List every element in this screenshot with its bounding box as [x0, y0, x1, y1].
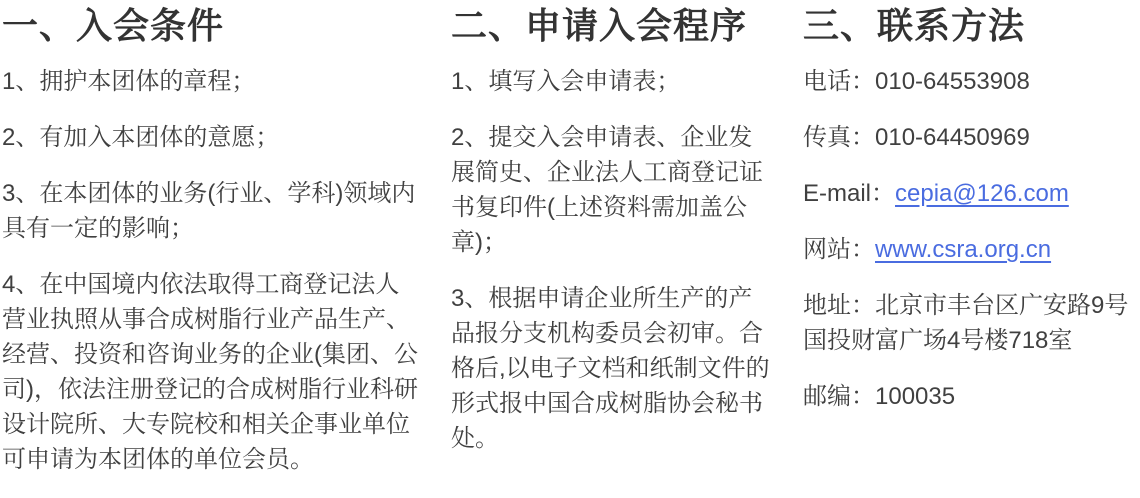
address-label: 地址： [803, 292, 875, 319]
contact-row-postcode [803, 379, 1135, 414]
application-procedure-step-1: 1、填写入会申请表； [451, 68, 681, 95]
address-value: 北京市丰台区广安路9号国投财富广场4号楼718室 [803, 292, 1129, 354]
postcode-value: 100035 [875, 383, 956, 410]
membership-condition-item-2: 2、有加入本团体的意愿； [2, 124, 280, 151]
section-membership-conditions [2, 3, 422, 498]
contact-row-website [803, 232, 1135, 267]
fax-value: 010-64450969 [875, 124, 1030, 151]
section-application-procedure [451, 3, 774, 498]
email-label: E-mail： [803, 180, 896, 207]
contact-row-email [803, 176, 1135, 211]
contact-row-address [803, 288, 1135, 358]
contact-row-fax [803, 120, 1135, 155]
website-link[interactable]: www.csra.org.cn [875, 236, 1052, 263]
membership-condition-item-4: 4、在中国境内依法取得工商登记法人营业执照从事合成树脂行业产品生产、经营、投资和咨询业务的企业(集团、公司)，依法注册登记的合成树脂行业科研设计院所、大专院校和相关企事业单位可申请为本团体的单位会员。 [2, 271, 418, 473]
application-procedure-step-3: 3、根据申请企业所生产的产品报分支机构委员会初审。合格后,以电子文档和纸制文件的形式报中国合成树脂协会秘书处。 [451, 285, 770, 452]
section-title-membership-conditions: 一、入会条件 [2, 5, 225, 46]
section-contact-methods [803, 3, 1135, 498]
fax-label: 传真： [803, 124, 875, 151]
membership-condition-item-3: 3、在本团体的业务(行业、学科)领域内具有一定的影响； [2, 180, 416, 242]
application-procedure-step-2: 2、提交入会申请表、企业发展简史、企业法人工商登记证书复印件(上述资料需加盖公章)； [451, 124, 763, 256]
membership-condition-item-1: 1、拥护本团体的章程； [2, 68, 256, 95]
phone-value: 010-64553908 [875, 68, 1030, 95]
website-label: 网站： [803, 236, 875, 263]
section-title-application-procedure: 二、申请入会程序 [451, 5, 748, 46]
contact-row-phone [803, 64, 1135, 99]
section-title-contact-methods: 三、联系方法 [803, 5, 1026, 46]
phone-label: 电话： [803, 68, 875, 95]
postcode-label: 邮编： [803, 383, 875, 410]
email-link[interactable]: cepia@126.com [895, 180, 1069, 207]
